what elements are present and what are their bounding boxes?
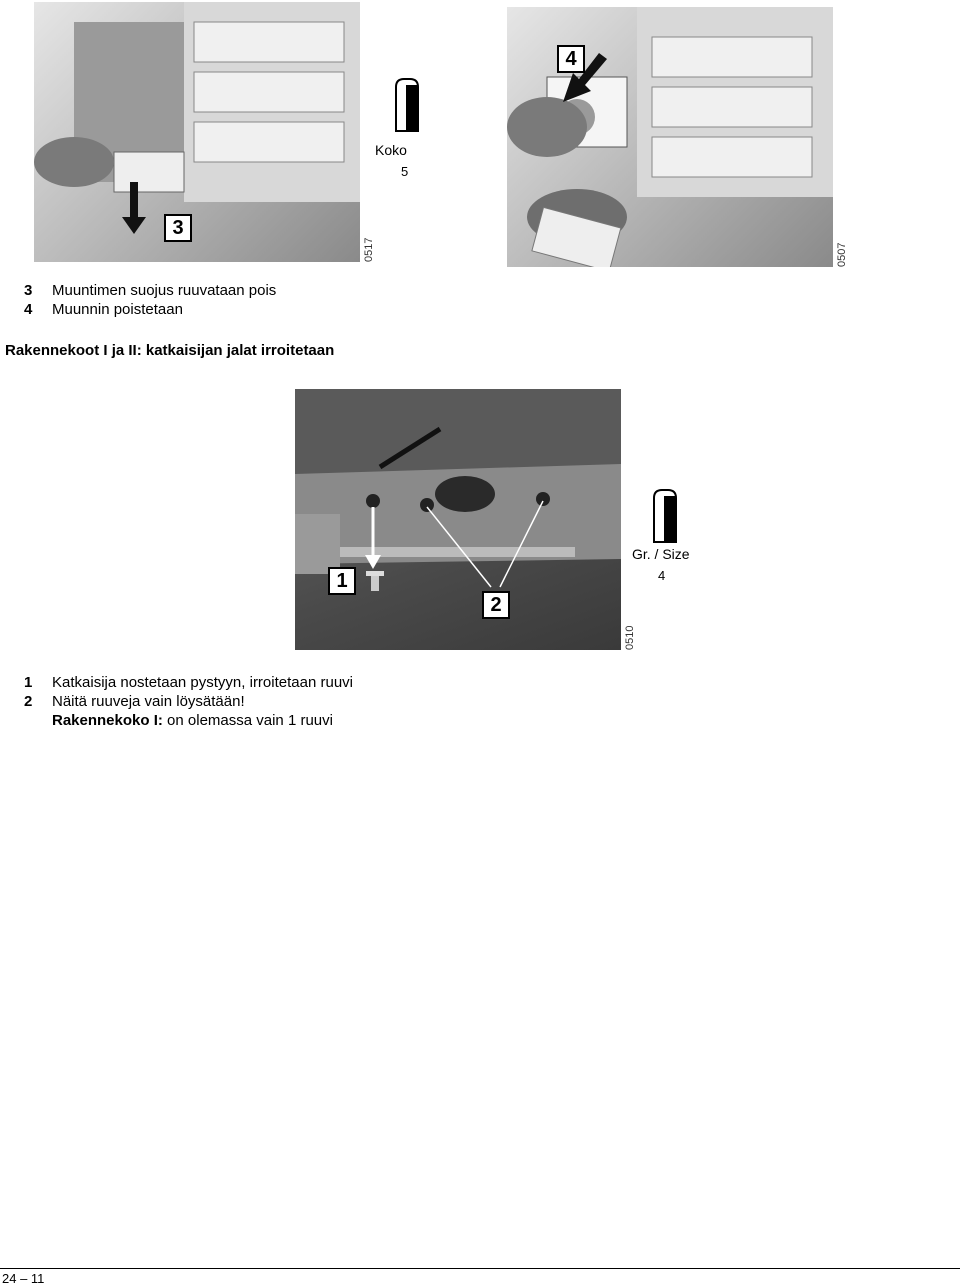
size-label: Gr. / Size bbox=[632, 546, 690, 562]
caption-text: Muuntimen suojus ruuvataan pois bbox=[52, 282, 277, 299]
caption-text: Katkaisija nostetaan pystyyn, irroitetaan ruuvi bbox=[52, 674, 353, 691]
callout-1: 1 bbox=[328, 567, 356, 595]
size-note-text: on olemassa vain 1 ruuvi bbox=[162, 712, 333, 729]
photo-illustration bbox=[34, 2, 360, 262]
caption-3 bbox=[24, 281, 276, 301]
size-value: 4 bbox=[658, 568, 666, 583]
photo-remove-transformer bbox=[507, 7, 833, 267]
callout-4: 4 bbox=[557, 45, 585, 73]
photo-code: 0507 bbox=[836, 242, 848, 267]
caption-2 bbox=[24, 692, 245, 712]
callout-3: 3 bbox=[164, 214, 192, 242]
caption-number: 1 bbox=[24, 674, 33, 691]
caption-number: 2 bbox=[24, 693, 33, 710]
photo-illustration bbox=[507, 7, 833, 267]
photo-remove-transformer-cover bbox=[34, 2, 360, 262]
page-number: 24 – 11 bbox=[2, 1271, 45, 1286]
footer-divider bbox=[0, 1268, 960, 1269]
photo-illustration bbox=[295, 389, 621, 650]
size-icon bbox=[394, 77, 420, 133]
callout-2: 2 bbox=[482, 591, 510, 619]
caption-number: 3 bbox=[24, 282, 33, 299]
caption-text: Näitä ruuveja vain löysätään! bbox=[52, 693, 245, 710]
caption-text: Muunnin poistetaan bbox=[52, 301, 183, 318]
size-icon bbox=[652, 488, 678, 544]
photo-code: 0517 bbox=[363, 237, 375, 262]
size-note bbox=[52, 711, 333, 731]
size-note-label: Rakennekoko I: bbox=[52, 712, 163, 729]
photo-breaker-feet bbox=[295, 389, 621, 650]
caption-4 bbox=[24, 300, 183, 320]
size-value: 5 bbox=[401, 164, 409, 179]
photo-code: 0510 bbox=[624, 625, 636, 650]
caption-number: 4 bbox=[24, 301, 33, 318]
size-label: Koko bbox=[375, 142, 407, 158]
section-heading: Rakennekoot I ja II: katkaisijan jalat irroitetaan bbox=[5, 342, 335, 359]
caption-1 bbox=[24, 673, 353, 693]
